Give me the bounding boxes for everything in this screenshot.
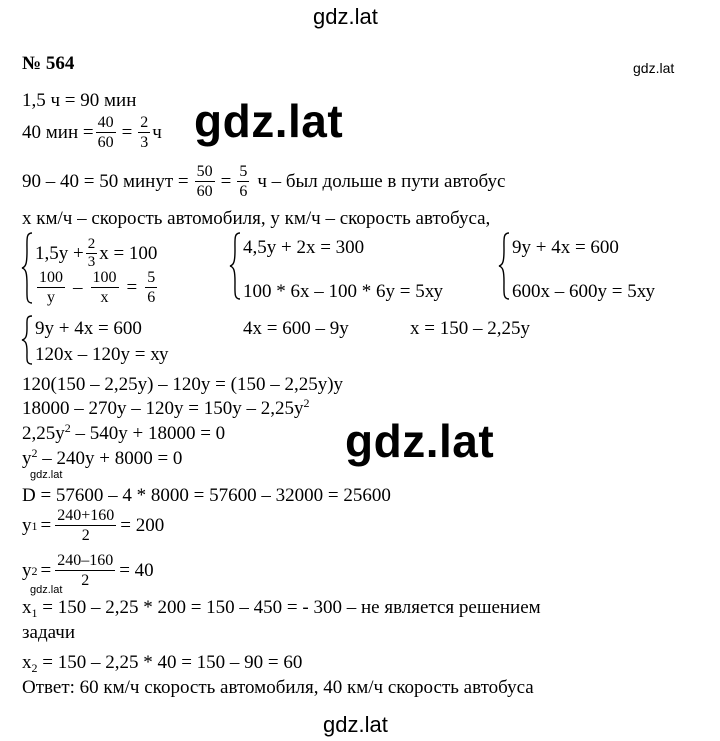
expanded-line: $18000 - 270у - 120у = 150у - 2,25у^2$ [22, 396, 310, 419]
root-x1-continuation: задачи [22, 622, 76, 643]
substitution-line: 120(150 – 2,25у) – 120у = (150 – 2,25у)у [22, 374, 344, 395]
watermark-big-2: gdz.lat [345, 415, 495, 467]
fraction-100-y: $\frac{100}{у}$ [39, 269, 63, 306]
fraction-50-60: $\frac{50}{60}$ [196, 163, 213, 200]
line-time-conversion: 1,5 ч = 90 мин [22, 90, 137, 111]
watermark-top: gdz.lat [313, 4, 378, 29]
side-expression-4x: 4х = 600 – 9у [243, 318, 349, 339]
brace-system-3 [497, 231, 511, 301]
system1-row1: 1,5у + $\frac{2}{3}$ х = 100 [35, 236, 158, 270]
line-variables: х км/ч – скорость автомобиля, у км/ч – скорость автобуса, [22, 208, 491, 229]
root-x2: $х_2 = 150 - 2,25 * 40 = 150 - 90 = 60$ [22, 652, 303, 675]
fraction-2-3: $\frac{2}{3}$ [140, 114, 149, 151]
answer-line: Ответ: 60 км/ч скорость автомобиля, 40 км/ч скорость автобуса [22, 677, 534, 698]
root-y2: у 2 = $\frac{240-160}{2}$ = 40 [22, 552, 154, 589]
brace-system-4 [20, 314, 34, 366]
fraction-2-3-system: $\frac{2}{3}$ [87, 236, 96, 270]
fraction-y1: $\frac{240+160}{2}$ [57, 507, 115, 544]
system2-row1: 4,5у + 2х = 300 [243, 237, 365, 258]
brace-system-2 [228, 231, 242, 301]
watermark-big-1: gdz.lat [194, 95, 344, 147]
watermark-tiny-1: gdz.lat [30, 469, 63, 481]
fraction-5-6: $\frac{5}{6}$ [239, 163, 248, 200]
quadratic-line-2: $у^2 - 240у + 8000 = 0$ [22, 446, 183, 469]
line-40-minutes: 40 мин = $\frac{40}{60}$ = $\frac{2}{3}$ ч [22, 114, 162, 151]
discriminant-line: D = 57600 – 4 * 8000 = 57600 – 32000 = 25600 [22, 485, 391, 506]
fraction-40-60: $\frac{40}{60}$ [97, 114, 114, 151]
side-expression-x: х = 150 – 2,25у [410, 318, 530, 339]
system1-row2: $\frac{100}{у}$ – $\frac{100}{х}$ = $\frac{5}{6}$ [39, 269, 156, 306]
problem-number: № 564 [22, 53, 75, 74]
root-x1: $х_1 = 150 - 2,25 * 200 = 150 - 450$ = - 300 – не является решением [22, 597, 541, 620]
system3-row2: 600х – 600у = 5ху [512, 281, 655, 302]
fraction-y2: $\frac{240-160}{2}$ [57, 552, 114, 589]
watermark-bottom: gdz.lat [323, 712, 388, 737]
system4-row2: 120х – 120у = ху [35, 344, 169, 365]
root-y1: у 1 = $\frac{240+160}{2}$ = 200 [22, 507, 165, 544]
fraction-100-x: $\frac{100}{х}$ [92, 269, 117, 306]
watermark-right-small: gdz.lat [633, 60, 675, 76]
quadratic-line-1: $2,25у^2 - 540у + 18000 = 0$ [22, 421, 226, 444]
system2-row2: 100 * 6х – 100 * 6у = 5ху [243, 281, 443, 302]
system4-row1: 9у + 4х = 600 [35, 318, 142, 339]
line-50-minutes: 90 – 40 = 50 минут = $\frac{50}{60}$ = $\frac{5}{6}$ ч – был дольше в пути автобус [22, 163, 506, 200]
brace-system-1 [20, 231, 34, 305]
system3-row1: 9у + 4х = 600 [512, 237, 619, 258]
watermark-tiny-2: gdz.lat [30, 584, 63, 596]
fraction-5-6-system: $\frac{5}{6}$ [147, 269, 156, 306]
